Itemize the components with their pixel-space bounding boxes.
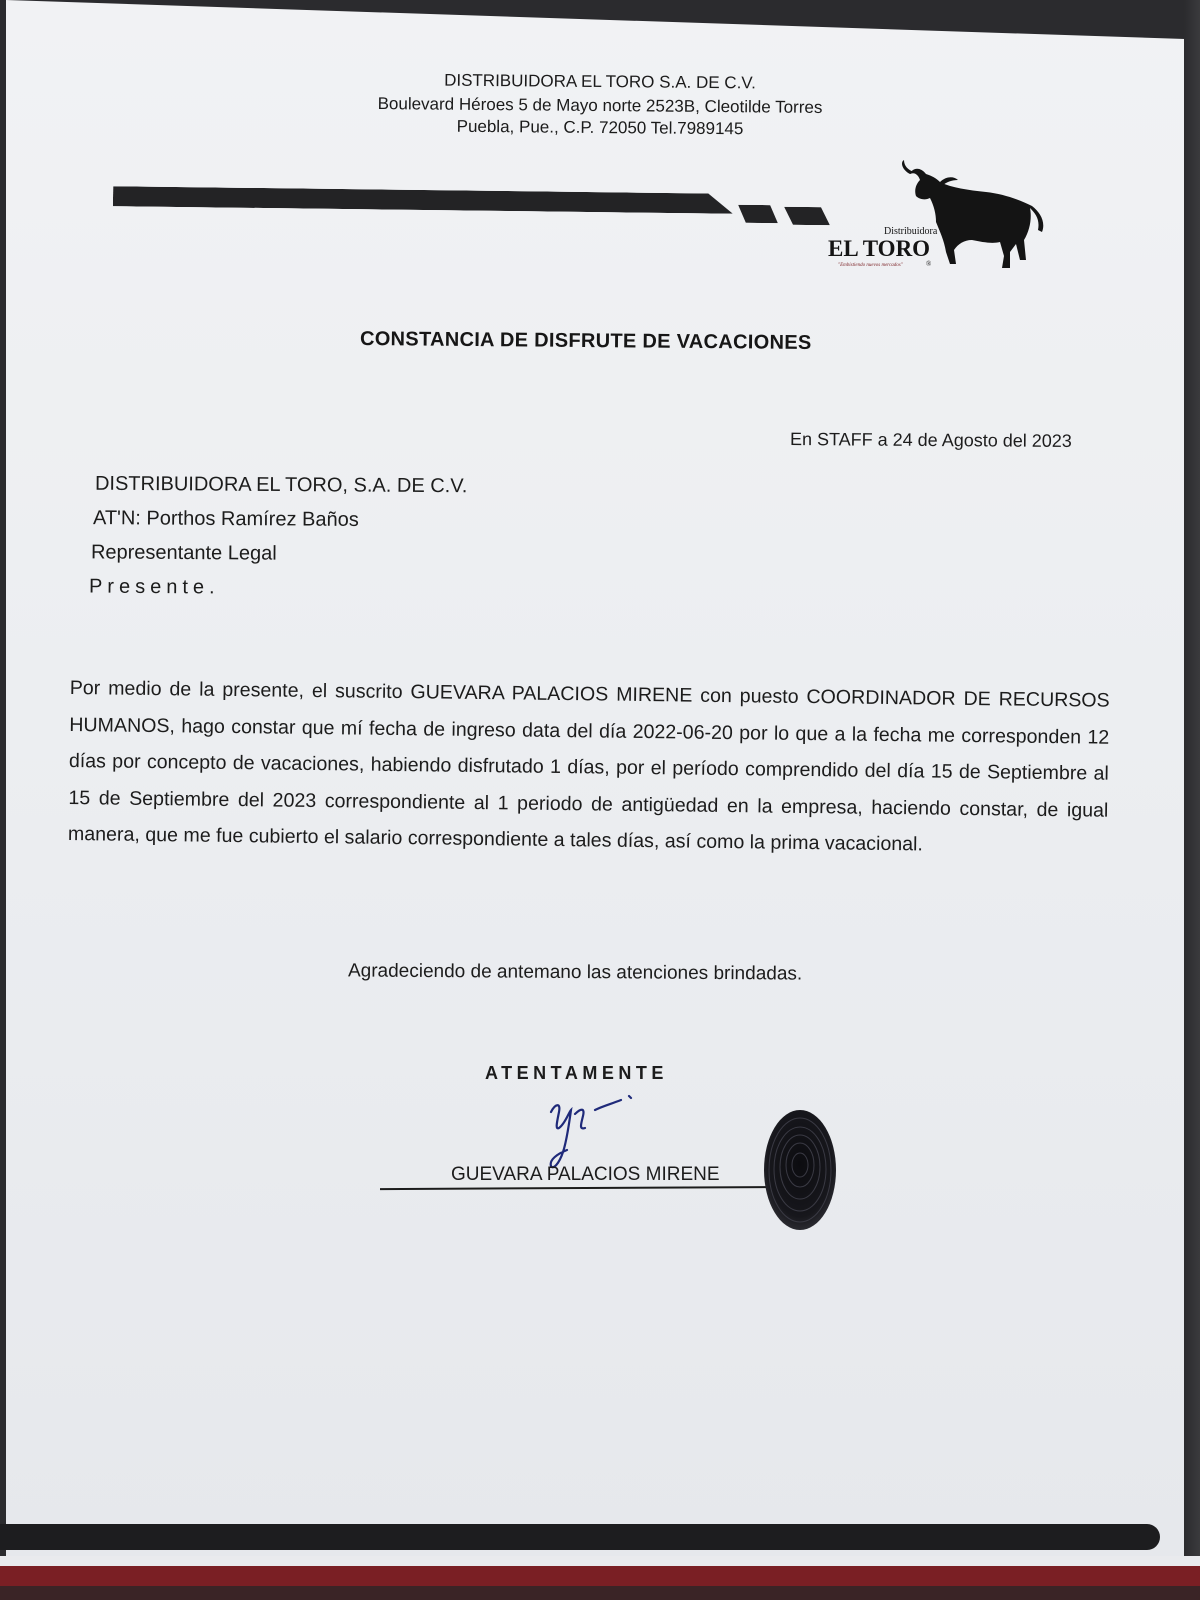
fingerprint-image — [760, 1105, 840, 1235]
thanks-line: Agradeciendo de antemano las atenciones brindadas. — [347, 960, 803, 985]
signer-name: GUEVARA PALACIOS MIRENE — [451, 1164, 720, 1185]
closing-salutation: ATENTAMENTE — [485, 1063, 668, 1083]
recipient-role: Representante Legal — [90, 541, 277, 565]
body-paragraph: Por medio de la presente, el suscrito GUEVARA PALACIOS MIRENE con puesto COORDINADOR DE RECURSOS HUMANOS, hago constar que mí fecha de ingreso data del día 2022-06-20 por lo que a la fecha me corresponden 12 días por concepto de vacaciones, habiendo disfrutado 1 días, por el período comprendido del día 15 de Septiembre al 15 de Septiembre del 2023 correspondiente al 1 periodo de antigüedad en la empresa, haciendo constar, de igual manera, que me fue cubierto el salario correspondiente a tales días, así como la prima vacacional. — [67, 676, 1110, 856]
recipient-attention: AT'N: Porthos Ramírez Baños — [92, 507, 359, 531]
footer-white-band — [0, 1556, 1200, 1566]
recipient-greeting: Presente. — [88, 575, 220, 599]
logo-registered: ® — [926, 260, 932, 268]
recipient-company: DISTRIBUIDORA EL TORO, S.A. DE C.V. — [94, 472, 468, 498]
page-edge-shadow — [1184, 0, 1200, 1600]
logo-small-text: Distribuidora — [884, 226, 938, 237]
footer-red-band — [0, 1566, 1200, 1586]
letterhead-address-line2: Puebla, Pue., C.P. 72050 Tel.7989145 — [456, 116, 744, 139]
footer-dark-band — [0, 1586, 1200, 1600]
letterhead-company: DISTRIBUIDORA EL TORO S.A. DE C.V. — [444, 70, 756, 93]
footer-black-band — [0, 1524, 1160, 1550]
logo-tagline: "Embistiendo nuevos mercados" — [838, 263, 903, 268]
place-date: En STAFF a 24 de Agosto del 2023 — [789, 429, 1072, 451]
logo-brand: EL TORO — [828, 236, 931, 261]
el-toro-logo — [828, 160, 1070, 290]
letterhead-address-line1: Boulevard Héroes 5 de Mayo norte 2523B, Cleotilde Torres — [377, 94, 823, 117]
document-title: CONSTANCIA DE DISFRUTE DE VACACIONES — [359, 328, 812, 354]
